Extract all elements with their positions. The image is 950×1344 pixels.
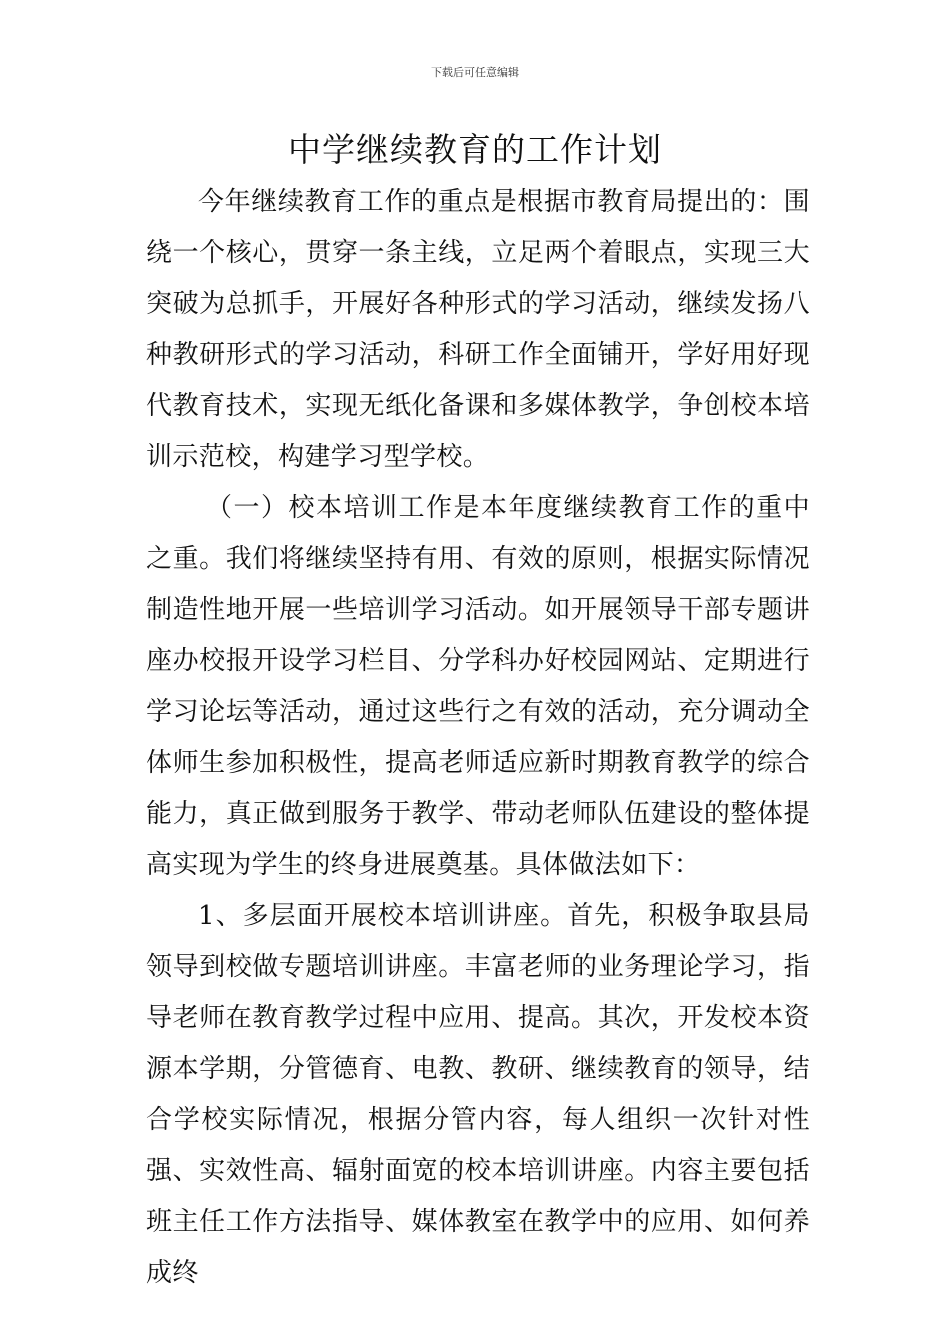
document-title: 中学继续教育的工作计划	[288, 130, 662, 169]
paragraph-intro: 今年继续教育工作的重点是根据市教育局提出的：围绕一个核心，贯穿一条主线，立足两个着眼点，实现三大突破为总抓手，开展好各种形式的学习活动，继续发扬八种教研形式的学习活动，科研工作全面铺开，学好用好现代教育技术，实现无纸化备课和多媒体教学，争创校本培训示范校，构建学习型学校。	[146, 187, 810, 472]
page-header-note: 下载后可任意编辑	[431, 66, 519, 79]
paragraph-item-1: 1、多层面开展校本培训讲座。首先，积极争取县局领导到校做专题培训讲座。丰富老师的业务理论学习，指导老师在教育教学过程中应用、提高。其次，开发校本资源本学期，分管德育、电教、教研、继续教育的领导，结合学校实际情况，根据分管内容，每人组织一次针对性强、实效性高、辐射面宽的校本培训讲座。内容主要包括班主任工作方法指导、媒体教室在教学中的应用、如何养成终	[146, 901, 810, 1288]
document-body	[146, 177, 810, 1299]
paragraph-section-1: （一）校本培训工作是本年度继续教育工作的重中之重。我们将继续坚持有用、有效的原则，根据实际情况制造性地开展一些培训学习活动。如开展领导干部专题讲座办校报开设学习栏目、分学科办好校园网站、定期进行学习论坛等活动，通过这些行之有效的活动，充分调动全体师生参加积极性，提高老师适应新时期教育教学的综合能力，真正做到服务于教学、带动老师队伍建设的整体提高实现为学生的终身进展奠基。具体做法如下：	[146, 493, 810, 880]
